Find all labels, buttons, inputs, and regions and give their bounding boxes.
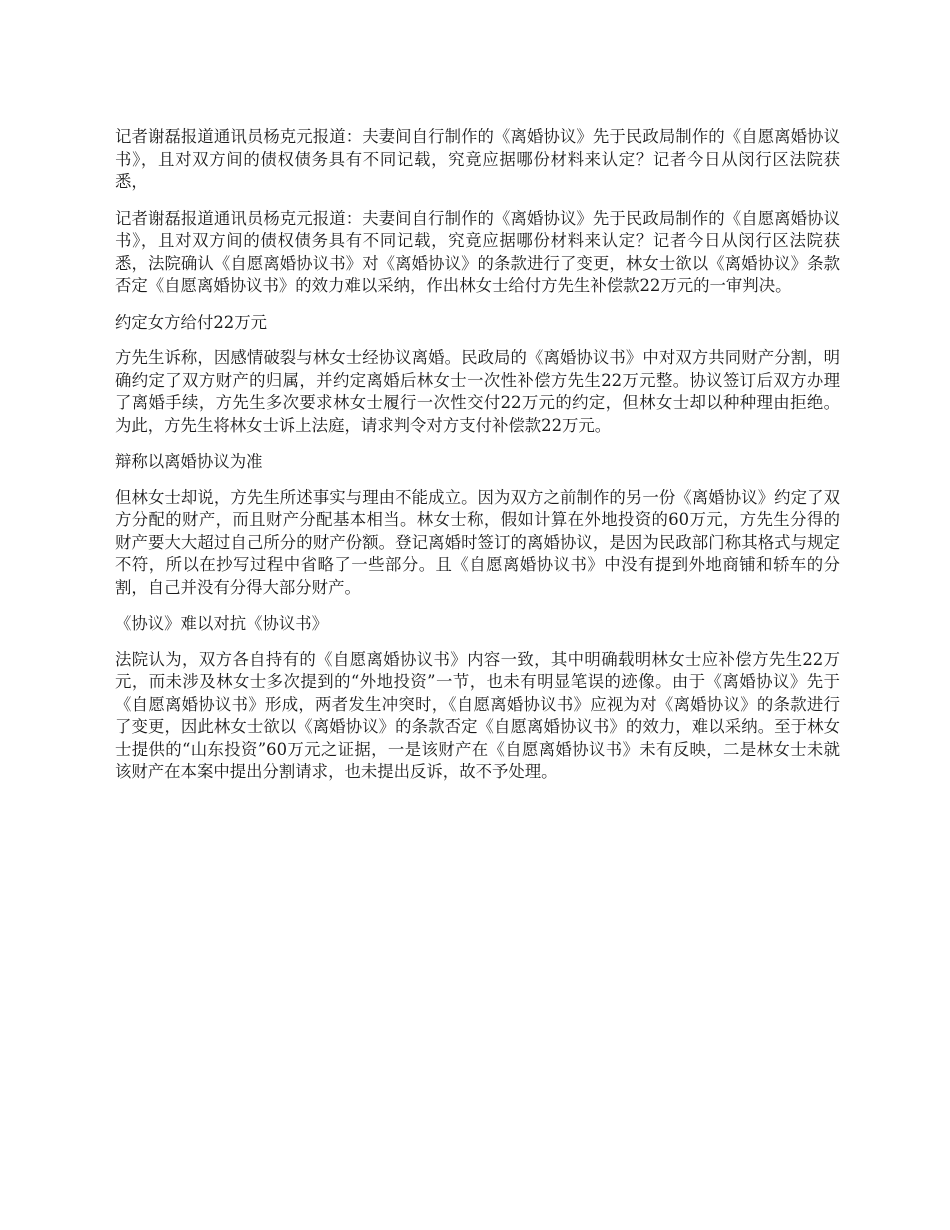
section-heading-ruling: 《协议》难以对抗《协议书》 xyxy=(115,614,329,633)
paragraph-court-ruling: 法院认为，双方各自持有的《自愿离婚协议书》内容一致，其中明确载明林女士应补偿方先生22万元，而未涉及林女士多次提到的“外地投资”一节，也未有明显笔误的迹像。由于《离婚协议》先于《自愿离婚协议书》形成，两者发生冲突时，《自愿离婚协议书》应视为对《离婚协议》的条款进行了变更，因此林女士欲以《离婚协议》的条款否定《自愿离婚协议书》的效力，难以采纳。至于林女士提供的“山东投资”60万元之证据，一是该财产在《自愿离婚协议书》未有反映，二是林女士未就该财产在本案中提出分割请求，也未提出反诉，故不予处理。 xyxy=(115,649,840,781)
section-heading-defense: 辩称以离婚协议为准 xyxy=(115,452,263,471)
paragraph-lead: 记者谢磊报道通讯员杨克元报道：夫妻间自行制作的《离婚协议》先于民政局制作的《自愿离婚协议书》，且对双方间的债权债务具有不同记载，究竟应据哪份材料来认定？记者今日从闵行区法院获悉，法院确认《自愿离婚协议书》对《离婚协议》的条款进行了变更，林女士欲以《离婚协议》条款否定《自愿离婚协议书》的效力难以采纳，作出林女士给付方先生补偿款22万元的一审判决。 xyxy=(115,208,840,295)
paragraph-intro: 记者谢磊报道通讯员杨克元报道：夫妻间自行制作的《离婚协议》先于民政局制作的《自愿离婚协议书》，且对双方间的债权债务具有不同记载，究竟应据哪份材料来认定？记者今日从闵行区法院获悉， xyxy=(115,127,840,191)
section-heading-plaintiff: 约定女方给付22万元 xyxy=(115,312,267,332)
article-body xyxy=(115,126,840,798)
paragraph-defense: 但林女士却说，方先生所述事实与理由不能成立。因为双方之前制作的另一份《离婚协议》约定了双方分配的财产，而且财产分配基本相当。林女士称，假如计算在外地投资的60万元，方先生分得的财产要大大超过自己所分的财产份额。登记离婚时签订的离婚协议，是因为民政部门称其格式与规定不符，所以在抄写过程中省略了一些部分。且《自愿离婚协议书》中没有提到外地商铺和轿车的分割，自己并没有分得大部分财产。 xyxy=(115,487,840,597)
paragraph-plaintiff-claim: 方先生诉称，因感情破裂与林女士经协议离婚。民政局的《离婚协议书》中对双方共同财产分割，明确约定了双方财产的归属，并约定离婚后林女士一次性补偿方先生22万元整。协议签订后双方办理了离婚手续，方先生多次要求林女士履行一次性交付22万元的约定，但林女士却以种种理由拒绝。为此，方先生将林女士诉上法庭，请求判令对方支付补偿款22万元。 xyxy=(115,348,840,435)
